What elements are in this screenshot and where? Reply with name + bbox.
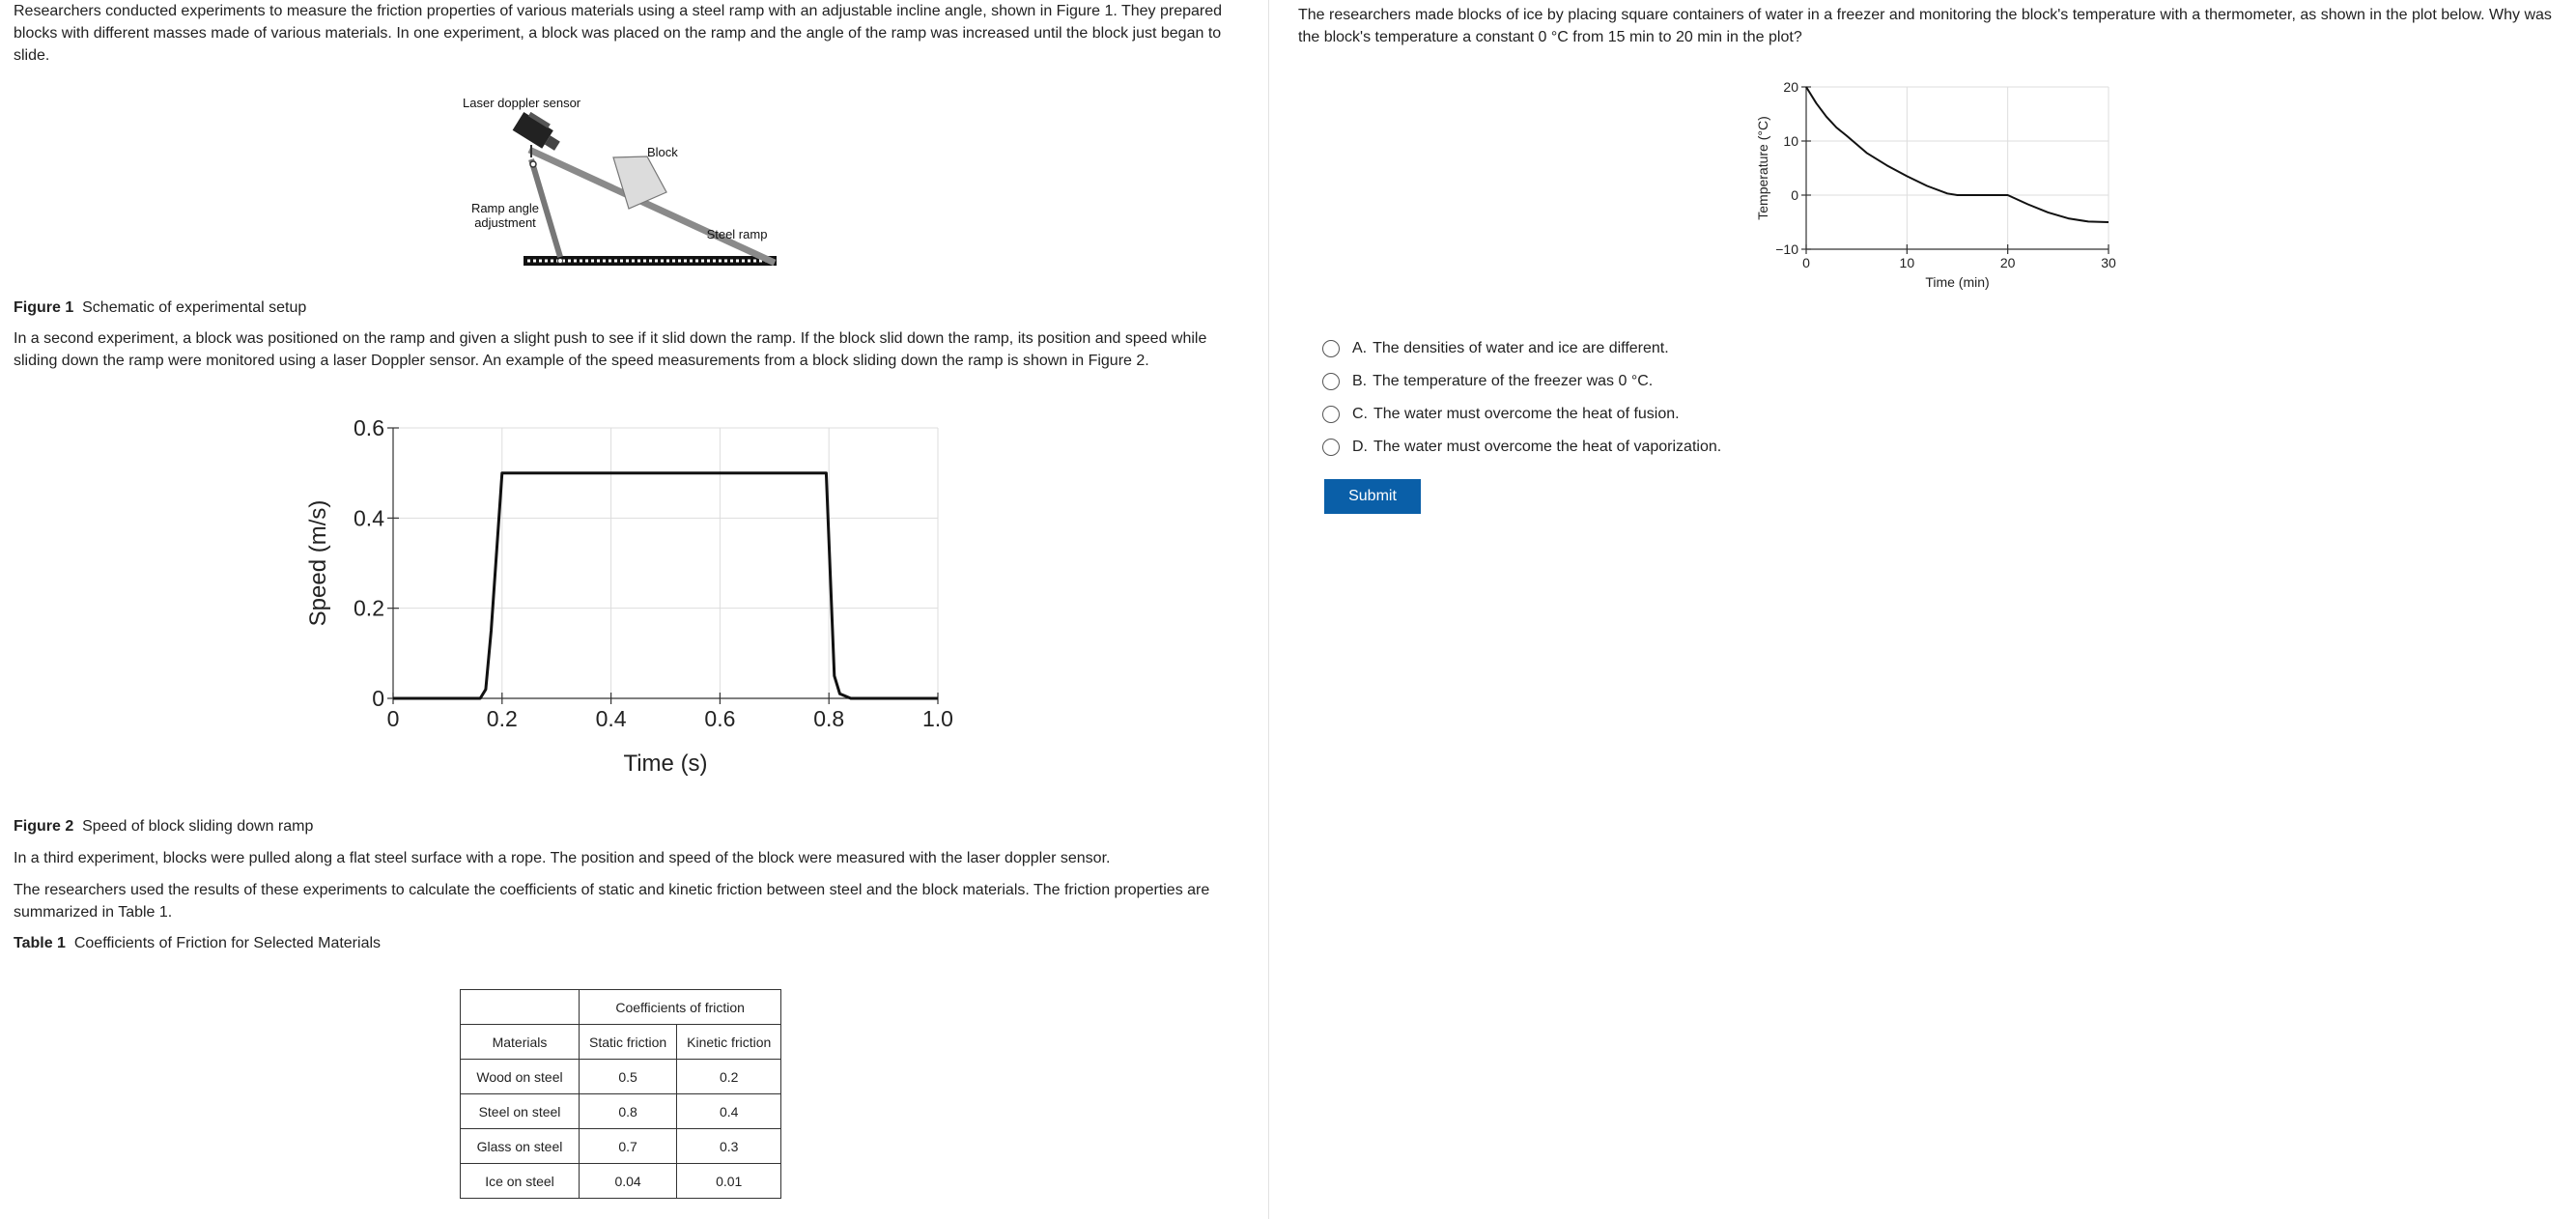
table-row [461,1094,781,1129]
passage-paragraph-4: The researchers used the results of these experiments to calculate the coefficients of static and kinetic friction between steel and the block materials. The friction properties are summarized in Table 1. [14,882,1210,921]
table-cell-material: Glass on steel [461,1129,580,1164]
y-tick-label: 0.6 [354,415,384,441]
x-axis-label: Time (s) [623,751,708,777]
laser-doppler-sensor [513,109,565,155]
passage-pane [0,0,1268,1219]
figure-2-label: Figure 2 [14,818,74,835]
y-tick-label: 0.4 [354,505,384,531]
x-tick-label: 10 [1899,255,1915,270]
figure-2-caption [14,817,313,836]
figure-1-caption-text: Schematic of experimental setup [82,299,307,316]
x-tick-label: 1.0 [922,706,953,731]
block-shape [613,156,666,209]
table-header-kinetic: Kinetic friction [677,1025,781,1060]
x-tick-label: 20 [1999,255,2016,270]
series-line [393,473,938,698]
y-tick-label: −10 [1775,241,1798,257]
figure-2-caption-text: Speed of block sliding down ramp [82,818,314,835]
choice-text: The densities of water and ice are different. [1373,340,1669,356]
choice-a[interactable] [1322,332,1721,365]
submit-button[interactable]: Submit [1324,479,1421,514]
temperature-chart [1752,72,2116,304]
table-cell-kinetic: 0.2 [677,1060,781,1094]
x-tick-label: 0.6 [704,706,736,731]
table-row [461,1060,781,1094]
figure-1-label: Figure 1 [14,299,74,316]
series-line [1806,87,2109,222]
radio-button[interactable] [1322,340,1340,357]
choice-letter: D. [1352,439,1368,455]
y-axis-label: Speed (m/s) [305,499,331,627]
ramp-angle-label-line2: adjustment [474,215,536,230]
table-cell-static: 0.8 [580,1094,677,1129]
figure-2-speed-chart [290,401,966,787]
table-empty-cell [461,990,580,1025]
y-tick-label: 20 [1783,78,1798,95]
table-cell-material: Wood on steel [461,1060,580,1094]
table-header-materials: Materials [461,1025,580,1060]
x-tick-label: 30 [2101,255,2116,270]
table-cell-kinetic: 0.3 [677,1129,781,1164]
table-cell-static: 0.04 [580,1164,677,1199]
figure-1-schematic [454,92,811,275]
x-tick-label: 0.4 [595,706,627,731]
radio-button[interactable] [1322,373,1340,390]
choice-text: The water must overcome the heat of vaporization. [1373,439,1722,455]
table-row [461,1164,781,1199]
table-1-caption-text: Coefficients of Friction for Selected Materials [73,935,382,951]
passage-paragraph-2: In a second experiment, a block was positioned on the ramp and given a slight push to see if it slid down the ramp. If the block slid down the ramp, its position and speed while sliding down the ramp were monitored using a laser Doppler sensor. An example of the speed measurements from a block sliding down the ramp is shown in Figure 2. [14,330,1207,369]
x-tick-label: 0.8 [813,706,845,731]
base-pivot [558,259,563,264]
table-header-row [461,1025,781,1060]
block-label: Block [647,145,678,159]
table-cell-kinetic: 0.01 [677,1164,781,1199]
y-tick-label: 10 [1783,132,1798,149]
question-text: The researchers made blocks of ice by placing square containers of water in a freezer and monitoring the block's temperature with a thermometer, as shown in the plot below. Why was the block's temperature a constant 0 °C from 15 min to 20 min in the plot? [1298,7,2552,45]
passage-paragraph-3: In a third experiment, blocks were pulled along a flat steel surface with a rope. The position and speed of the block were measured with the laser doppler sensor. [14,850,1111,866]
table-cell-static: 0.5 [580,1060,677,1094]
table-cell-material: Steel on steel [461,1094,580,1129]
choice-b[interactable] [1322,365,1721,398]
table-header-static: Static friction [580,1025,677,1060]
x-axis-label: Time (min) [1925,274,1990,290]
table-cell-static: 0.7 [580,1129,677,1164]
y-axis-label: Temperature (°C) [1755,116,1770,220]
table-1-label: Table 1 [14,935,66,951]
steel-ramp-label: Steel ramp [706,227,768,241]
sensor-label: Laser doppler sensor [463,96,581,110]
choice-d[interactable] [1322,431,1721,464]
pivot-pin [530,161,536,167]
x-tick-label: 0 [1802,255,1810,270]
figure-1-caption [14,298,306,318]
table-1-caption [14,934,381,953]
y-tick-label: 0 [372,686,384,712]
question-pane [1269,0,2576,1219]
table-cell-material: Ice on steel [461,1164,580,1199]
choice-letter: A. [1352,340,1368,356]
table-row [461,1129,781,1164]
answer-choices [1322,332,1721,464]
choice-letter: B. [1352,373,1368,389]
choice-text: The temperature of the freezer was 0 °C. [1373,373,1654,389]
ramp-angle-label-line1: Ramp angle [470,201,540,215]
table-cell-kinetic: 0.4 [677,1094,781,1129]
x-tick-label: 0 [386,706,400,731]
radio-button[interactable] [1322,439,1340,456]
table-group-header-row [461,990,781,1025]
y-tick-label: 0.2 [354,595,384,621]
choice-c[interactable] [1322,398,1721,431]
passage-paragraph-1: Researchers conducted experiments to measure the friction properties of various materials using a steel ramp with an adjustable incline angle, shown in Figure 1. They prepared blocks with different masses made of various materials. In one experiment, a block was placed on the ramp and the angle of the ramp was increased until the block just began to slide. [14,3,1223,64]
friction-table [460,989,781,1199]
choice-text: The water must overcome the heat of fusion. [1373,406,1680,422]
radio-button[interactable] [1322,406,1340,423]
table-group-header: Coefficients of friction [580,990,781,1025]
choice-letter: C. [1352,406,1368,422]
x-tick-label: 0.2 [486,706,518,731]
y-tick-label: 0 [1791,186,1798,203]
